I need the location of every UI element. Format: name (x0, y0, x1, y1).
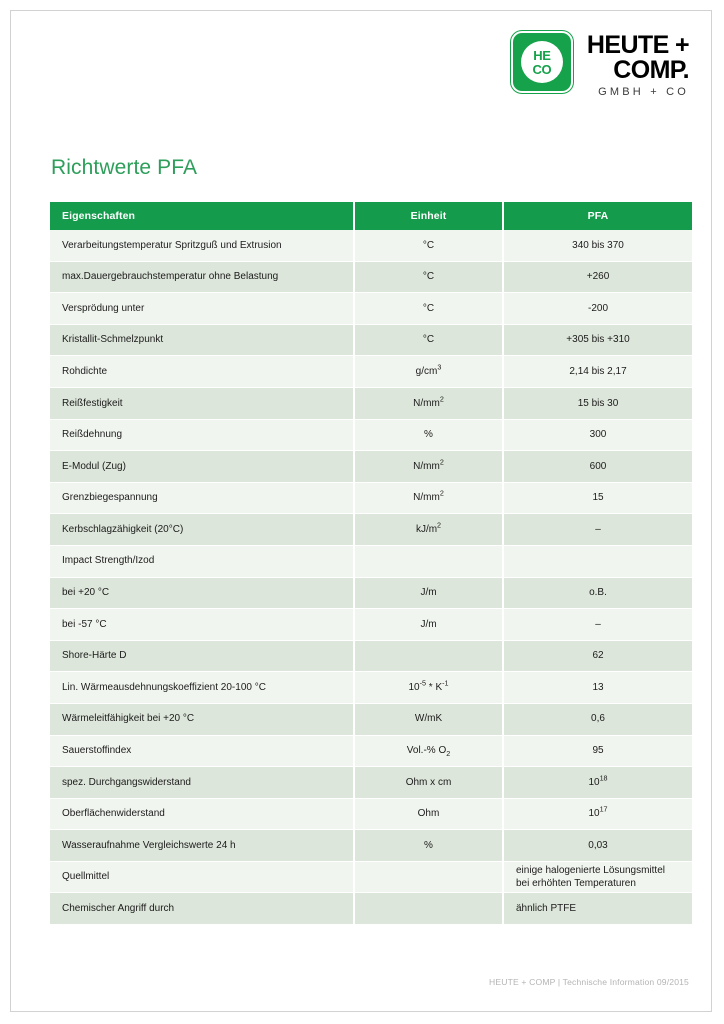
cell-property: Verarbeitungstemperatur Spritzguß und Extrusion (50, 230, 354, 261)
cell-property: Impact Strength/Izod (50, 545, 354, 577)
cell-property: Lin. Wärmeausdehnungskoeffizient 20-100 °C (50, 672, 354, 704)
cell-value: +305 bis +310 (503, 324, 692, 356)
cell-unit (354, 893, 503, 925)
logo-text-he: HE (533, 47, 551, 63)
cell-unit: °C (354, 261, 503, 293)
spec-table-body (50, 230, 692, 925)
cell-unit: °C (354, 324, 503, 356)
cell-value: $10^{18}$ (503, 767, 692, 799)
cell-value: 62 (503, 640, 692, 672)
cell-property: Wasseraufnahme Vergleichswerte 24 h (50, 830, 354, 862)
table-row (50, 577, 692, 609)
cell-value: $10^{17}$ (503, 798, 692, 830)
cell-unit (354, 861, 503, 893)
table-row (50, 387, 692, 419)
wordmark-line-1: HEUTE + (586, 31, 689, 59)
cell-unit (354, 545, 503, 577)
brand-header (511, 31, 689, 98)
cell-value: 95 (503, 735, 692, 767)
cell-property: Wärmeleitfähigkeit bei +20 °C (50, 703, 354, 735)
cell-unit: $N/mm^2$ (354, 387, 503, 419)
table-row (50, 672, 692, 704)
cell-unit: Ohm (354, 798, 503, 830)
cell-value: 340 bis 370 (503, 230, 692, 261)
cell-property: Shore-Härte D (50, 640, 354, 672)
cell-value: einige halogenierte Lösungsmittel bei erhöhten Temperaturen (503, 861, 692, 893)
cell-value: -200 (503, 293, 692, 325)
cell-property: Kerbschlagzähigkeit (20°C) (50, 514, 354, 546)
cell-value: 300 (503, 419, 692, 451)
table-row (50, 640, 692, 672)
cell-unit: °C (354, 230, 503, 261)
table-row (50, 767, 692, 799)
table-row (50, 514, 692, 546)
cell-property: bei +20 °C (50, 577, 354, 609)
cell-unit: $N/mm^2$ (354, 482, 503, 514)
column-header-property: Eigenschaften (50, 202, 354, 230)
cell-value: 600 (503, 451, 692, 483)
cell-unit: Vol.-% $O_2$ (354, 735, 503, 767)
table-row (50, 545, 692, 577)
table-row (50, 893, 692, 925)
table-row (50, 735, 692, 767)
column-header-unit: Einheit (354, 202, 503, 230)
spec-table-container (50, 202, 692, 925)
brand-wordmark (587, 31, 689, 98)
cell-unit: $g/cm^3$ (354, 356, 503, 388)
cell-value: 0,03 (503, 830, 692, 862)
cell-value: 13 (503, 672, 692, 704)
cell-value: – (503, 609, 692, 641)
cell-property: Kristallit-Schmelzpunkt (50, 324, 354, 356)
cell-unit: $N/mm^2$ (354, 451, 503, 483)
cell-value: 2,14 bis 2,17 (503, 356, 692, 388)
table-row (50, 230, 692, 261)
table-row (50, 861, 692, 893)
page-title: Richtwerte PFA (51, 156, 198, 179)
cell-value: 15 (503, 482, 692, 514)
table-row (50, 356, 692, 388)
cell-property: Reißfestigkeit (50, 387, 354, 419)
table-row (50, 482, 692, 514)
spec-table (50, 202, 692, 925)
heco-logo-icon (511, 31, 573, 93)
cell-unit: $10^{-5} * K^{-1}$ (354, 672, 503, 704)
cell-unit: W/mK (354, 703, 503, 735)
cell-property: max.Dauergebrauchstemperatur ohne Belastung (50, 261, 354, 293)
cell-property: Quellmittel (50, 861, 354, 893)
table-row (50, 703, 692, 735)
table-row (50, 261, 692, 293)
cell-unit: $kJ/m^2$ (354, 514, 503, 546)
cell-property: spez. Durchgangswiderstand (50, 767, 354, 799)
table-row (50, 293, 692, 325)
wordmark-line-2: COMP. (613, 55, 689, 84)
cell-unit: % (354, 419, 503, 451)
cell-unit: Ohm x cm (354, 767, 503, 799)
table-row (50, 609, 692, 641)
document-page (10, 10, 712, 1012)
table-row (50, 451, 692, 483)
cell-value: 15 bis 30 (503, 387, 692, 419)
page-footer: HEUTE + COMP | Technische Information 09/2015 (489, 977, 689, 987)
cell-value (503, 545, 692, 577)
cell-value: ähnlich PTFE (503, 893, 692, 925)
table-row (50, 324, 692, 356)
cell-unit: J/m (354, 609, 503, 641)
spec-table-head (50, 202, 692, 230)
table-row (50, 419, 692, 451)
cell-property: Versprödung unter (50, 293, 354, 325)
cell-property: Sauerstoffindex (50, 735, 354, 767)
cell-property: Oberflächenwiderstand (50, 798, 354, 830)
logo-disc (521, 41, 563, 83)
wordmark-line-3: GMBH + CO (598, 86, 689, 98)
cell-value: o.B. (503, 577, 692, 609)
cell-unit: °C (354, 293, 503, 325)
cell-unit (354, 640, 503, 672)
cell-property: E-Modul (Zug) (50, 451, 354, 483)
cell-property: Reißdehnung (50, 419, 354, 451)
table-row (50, 830, 692, 862)
table-row (50, 798, 692, 830)
cell-property: Grenzbiegespannung (50, 482, 354, 514)
logo-text-co: CO (532, 61, 552, 77)
cell-unit: % (354, 830, 503, 862)
cell-property: Rohdichte (50, 356, 354, 388)
cell-value: +260 (503, 261, 692, 293)
column-header-value: PFA (503, 202, 692, 230)
cell-unit: J/m (354, 577, 503, 609)
cell-property: bei -57 °C (50, 609, 354, 641)
table-header-row (50, 202, 692, 230)
cell-property: Chemischer Angriff durch (50, 893, 354, 925)
cell-value: – (503, 514, 692, 546)
cell-value: 0,6 (503, 703, 692, 735)
